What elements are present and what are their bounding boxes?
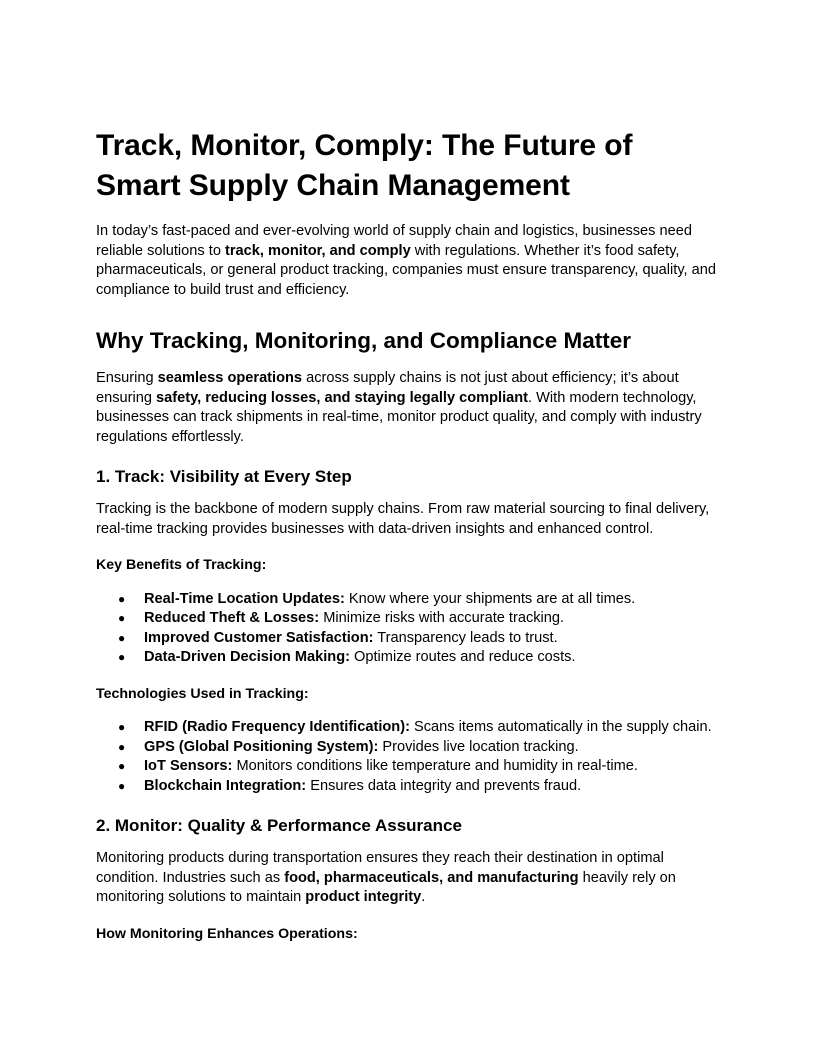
monitor-bold-2: product integrity — [305, 889, 422, 905]
list-item-text: Monitors conditions like temperature and humidity in real-time. — [232, 758, 638, 774]
monitor-text-3: . — [421, 889, 426, 905]
list-item-text: Optimize routes and reduce costs. — [349, 649, 576, 665]
intro-paragraph — [96, 222, 720, 300]
list-item — [96, 629, 720, 649]
list-item — [96, 590, 720, 610]
monitor-paragraph — [96, 849, 720, 908]
why-bold-2: safety, reducing losses, and staying legally compliant — [156, 389, 529, 406]
monitor-heading: 2. Monitor: Quality & Performance Assurance — [96, 816, 462, 835]
track-tech-list — [96, 718, 720, 796]
list-item-text: Ensures data integrity and prevents fraud. — [306, 777, 582, 794]
intro-bold-1: track, monitor, and comply — [225, 242, 411, 259]
list-item-bold: Data-Driven Decision Making: — [144, 649, 350, 665]
list-item-bold: RFID (Radio Frequency Identification): — [144, 719, 410, 735]
list-item-text: Provides live location tracking. — [378, 738, 579, 755]
why-text-1: Ensuring — [96, 370, 158, 386]
list-item — [96, 648, 720, 668]
bullet-icon: ● — [118, 611, 126, 625]
monitor-text-2: heavily rely on monitoring solutions to maintain — [96, 869, 676, 905]
bullet-icon: ● — [118, 778, 126, 793]
list-item-bold: Blockchain Integration: — [144, 777, 307, 794]
list-item — [96, 757, 720, 777]
list-item-bold: Reduced Theft & Losses: — [144, 610, 320, 626]
why-heading: Why Tracking, Monitoring, and Compliance Matter — [96, 328, 632, 353]
list-item-bold: Real-Time Location Updates: — [144, 590, 345, 607]
list-item — [96, 738, 720, 758]
bullet-icon: ● — [118, 759, 126, 773]
list-item-text: Minimize risks with accurate tracking. — [319, 610, 565, 626]
bullet-icon: ● — [118, 739, 126, 754]
why-text-2: across supply chains is not just about efficiency; it’s about ensuring — [96, 370, 679, 406]
intro-text-1: In today’s fast-paced and ever-evolving world of supply chain and logistics, businesses need reliable solutions to — [96, 223, 692, 259]
track-tech-label: Technologies Used in Tracking: — [96, 685, 309, 702]
monitor-bold-1: food, pharmaceuticals, and manufacturing — [284, 869, 579, 886]
why-bold-1: seamless operations — [157, 370, 303, 386]
track-benefits-list — [96, 590, 720, 668]
list-item-bold: GPS (Global Positioning System): — [144, 738, 379, 755]
intro-text-2: with regulations. Whether it’s food safety, pharmaceuticals, or general product tracking, companies must ensure transparency, quality, and compliance to build trust and efficiency. — [96, 242, 717, 298]
why-paragraph — [96, 369, 720, 447]
list-item — [96, 718, 720, 738]
list-item-bold: Improved Customer Satisfaction: — [144, 629, 374, 646]
list-item-bold: IoT Sensors: — [144, 758, 233, 774]
why-text-3: . With modern technology, businesses can track shipments in real-time, monitor product quality, and comply with industry regulations effortlessly. — [96, 389, 702, 445]
monitor-label: How Monitoring Enhances Operations: — [96, 925, 358, 942]
list-item-text: Transparency leads to trust. — [373, 629, 558, 646]
track-heading: 1. Track: Visibility at Every Step — [96, 467, 352, 486]
bullet-icon: ● — [118, 630, 126, 645]
list-item — [96, 609, 720, 629]
bullet-icon: ● — [118, 591, 126, 606]
bullet-icon: ● — [118, 650, 126, 664]
list-item — [96, 777, 720, 797]
bullet-icon: ● — [118, 720, 126, 734]
list-item-text: Know where your shipments are at all times. — [344, 590, 636, 607]
document-title: Track, Monitor, Comply: The Future of Smart Supply Chain Management — [96, 129, 633, 202]
track-paragraph: Tracking is the backbone of modern supply chains. From raw material sourcing to final delivery, real-time tracking provides businesses with data-driven insights and enhanced control. — [96, 501, 710, 537]
track-benefits-label: Key Benefits of Tracking: — [96, 557, 267, 573]
monitor-text-1: Monitoring products during transportation ensures they reach their destination in optimal condition. Industries such as — [96, 850, 664, 886]
list-item-text: Scans items automatically in the supply chain. — [409, 719, 712, 735]
